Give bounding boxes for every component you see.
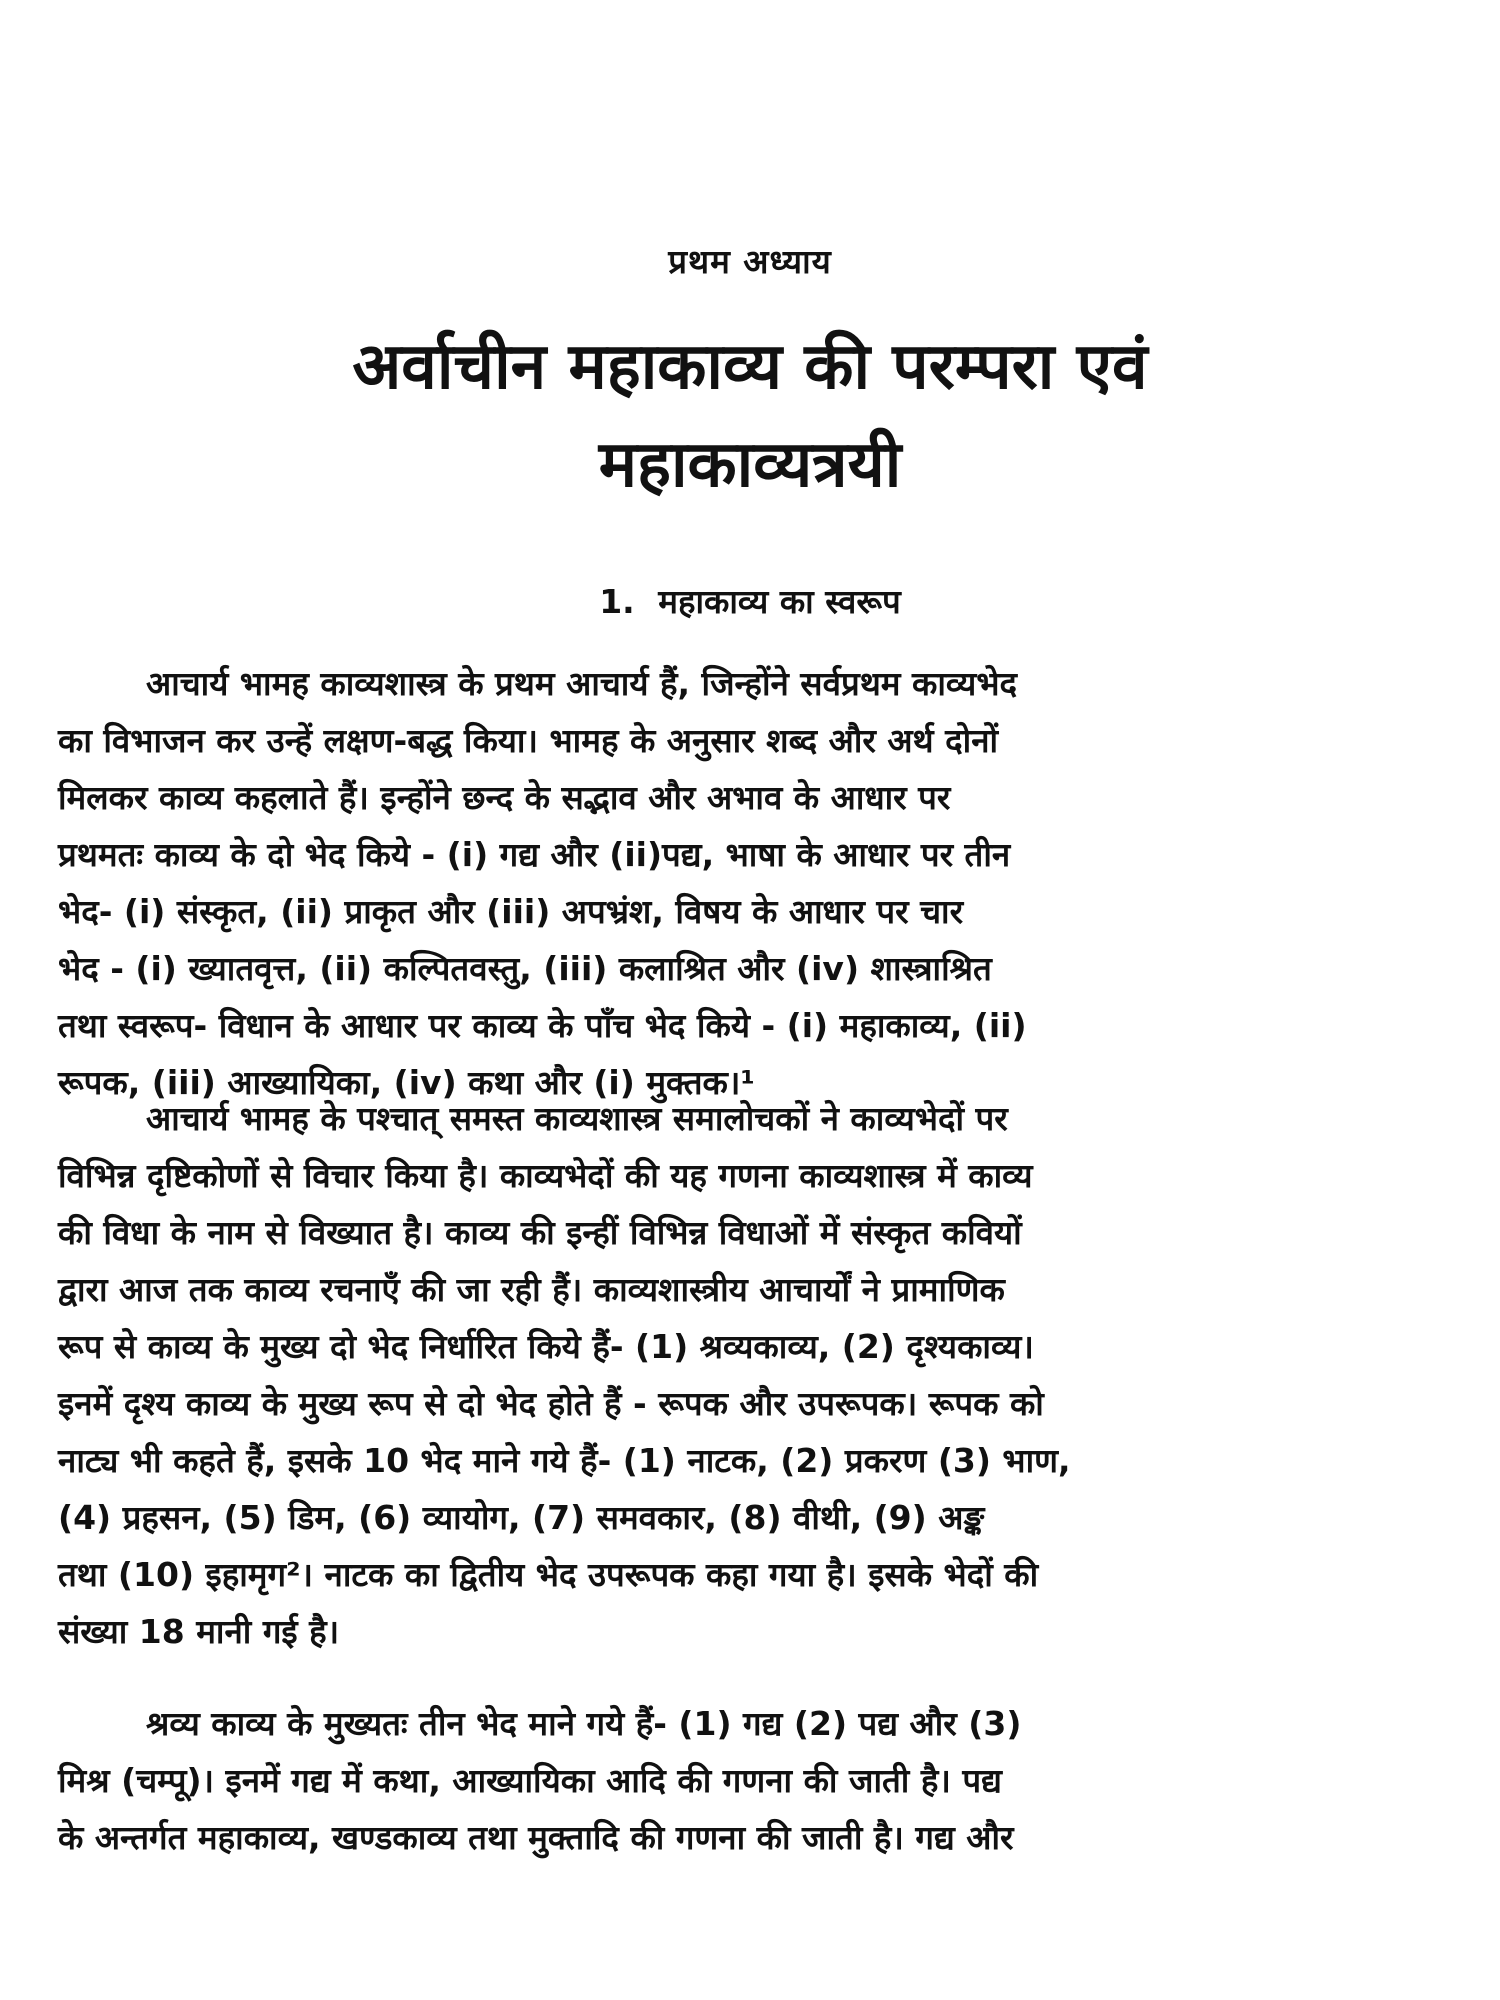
paragraph-line: नाट्य भी कहते हैं, इसके 10 भेद माने गये हैं- (1) नाटक, (2) प्रकरण (3) भाण, bbox=[58, 1441, 1071, 1480]
section-heading bbox=[0, 578, 1500, 623]
paragraph-line: की विधा के नाम से विख्यात है। काव्य की इन्हीं विभिन्न विधाओं में संस्कृत कवियों bbox=[58, 1213, 1022, 1252]
paragraph-line: इनमें दृश्य काव्य के मुख्य रूप से दो भेद होते हैं - रूपक और उपरूपक। रूपक को bbox=[58, 1384, 1044, 1423]
paragraph-line: द्वारा आज तक काव्य रचनाएँ की जा रही हैं। काव्यशास्त्रीय आचार्यों ने प्रामाणिक bbox=[58, 1270, 1005, 1309]
paragraph-line: मिलकर काव्य कहलाते हैं। इन्होंने छन्द के सद्भाव और अभाव के आधार पर bbox=[58, 778, 951, 817]
paragraph-line: तथा स्वरूप- विधान के आधार पर काव्य के पाँच भेद किये - (i) महाकाव्य, (ii) bbox=[58, 1006, 1027, 1045]
section-number: 1. bbox=[599, 582, 635, 621]
paragraph-line: श्रव्य काव्य के मुख्यतः तीन भेद माने गये हैं- (1) गद्य (2) पद्य और (3) bbox=[146, 1704, 1022, 1743]
chapter-label: प्रथम अध्याय bbox=[668, 242, 832, 281]
paragraph-line: रूपक, (iii) आख्यायिका, (iv) कथा और (i) मुक्तक।¹ bbox=[58, 1063, 755, 1102]
paragraph-line: (4) प्रहसन, (5) डिम, (6) व्यायोग, (7) समवकार, (8) वीथी, (9) अङ्क bbox=[58, 1498, 985, 1537]
paragraph-1 bbox=[58, 655, 1458, 1111]
paragraph-line: के अन्तर्गत महाकाव्य, खण्डकाव्य तथा मुक्तादि की गणना की जाती है। गद्य और bbox=[58, 1818, 1014, 1857]
paragraph-line: भेद - (i) ख्यातवृत्त, (ii) कल्पितवस्तु, (iii) कलाश्रित और (iv) शास्त्राश्रित bbox=[58, 949, 992, 988]
chapter-title-line-1: अर्वाचीन महाकाव्य की परम्परा एवं bbox=[352, 330, 1148, 404]
paragraph-line: तथा (10) इहामृग²। नाटक का द्वितीय भेद उपरूपक कहा गया है। इसके भेदों की bbox=[58, 1555, 1039, 1594]
chapter-title bbox=[60, 318, 1440, 514]
paragraph-line: आचार्य भामह काव्यशास्त्र के प्रथम आचार्य हैं, जिन्होंने सर्वप्रथम काव्यभेद bbox=[146, 664, 1018, 703]
paragraph-line: भेद- (i) संस्कृत, (ii) प्राकृत और (iii) अपभ्रंश, विषय के आधार पर चार bbox=[58, 892, 964, 931]
paragraph-2 bbox=[58, 1090, 1458, 1660]
paragraph-line: संख्या 18 मानी गई है। bbox=[58, 1612, 340, 1651]
paragraph-line: का विभाजन कर उन्हें लक्षण-बद्ध किया। भामह के अनुसार शब्द और अर्थ दोनों bbox=[58, 721, 999, 760]
paragraph-line: प्रथमतः काव्य के दो भेद किये - (i) गद्य और (ii)पद्य, भाषा के आधार पर तीन bbox=[58, 835, 1011, 874]
section-title: महाकाव्य का स्वरूप bbox=[658, 582, 901, 621]
paragraph-line: रूप से काव्य के मुख्य दो भेद निर्धारित किये हैं- (1) श्रव्यकाव्य, (2) दृश्यकाव्य। bbox=[58, 1327, 1034, 1366]
paragraph-line: मिश्र (चम्पू)। इनमें गद्य में कथा, आख्यायिका आदि की गणना की जाती है। पद्य bbox=[58, 1761, 1002, 1800]
paragraph-line: विभिन्न दृष्टिकोणों से विचार किया है। काव्यभेदों की यह गणना काव्यशास्त्र में काव्य bbox=[58, 1156, 1033, 1195]
paragraph-line: आचार्य भामह के पश्चात् समस्त काव्यशास्त्र समालोचकों ने काव्यभेदों पर bbox=[146, 1099, 1008, 1138]
paragraph-3 bbox=[58, 1695, 1458, 1866]
chapter-title-line-2: महाकाव्यत्रयी bbox=[598, 428, 902, 502]
